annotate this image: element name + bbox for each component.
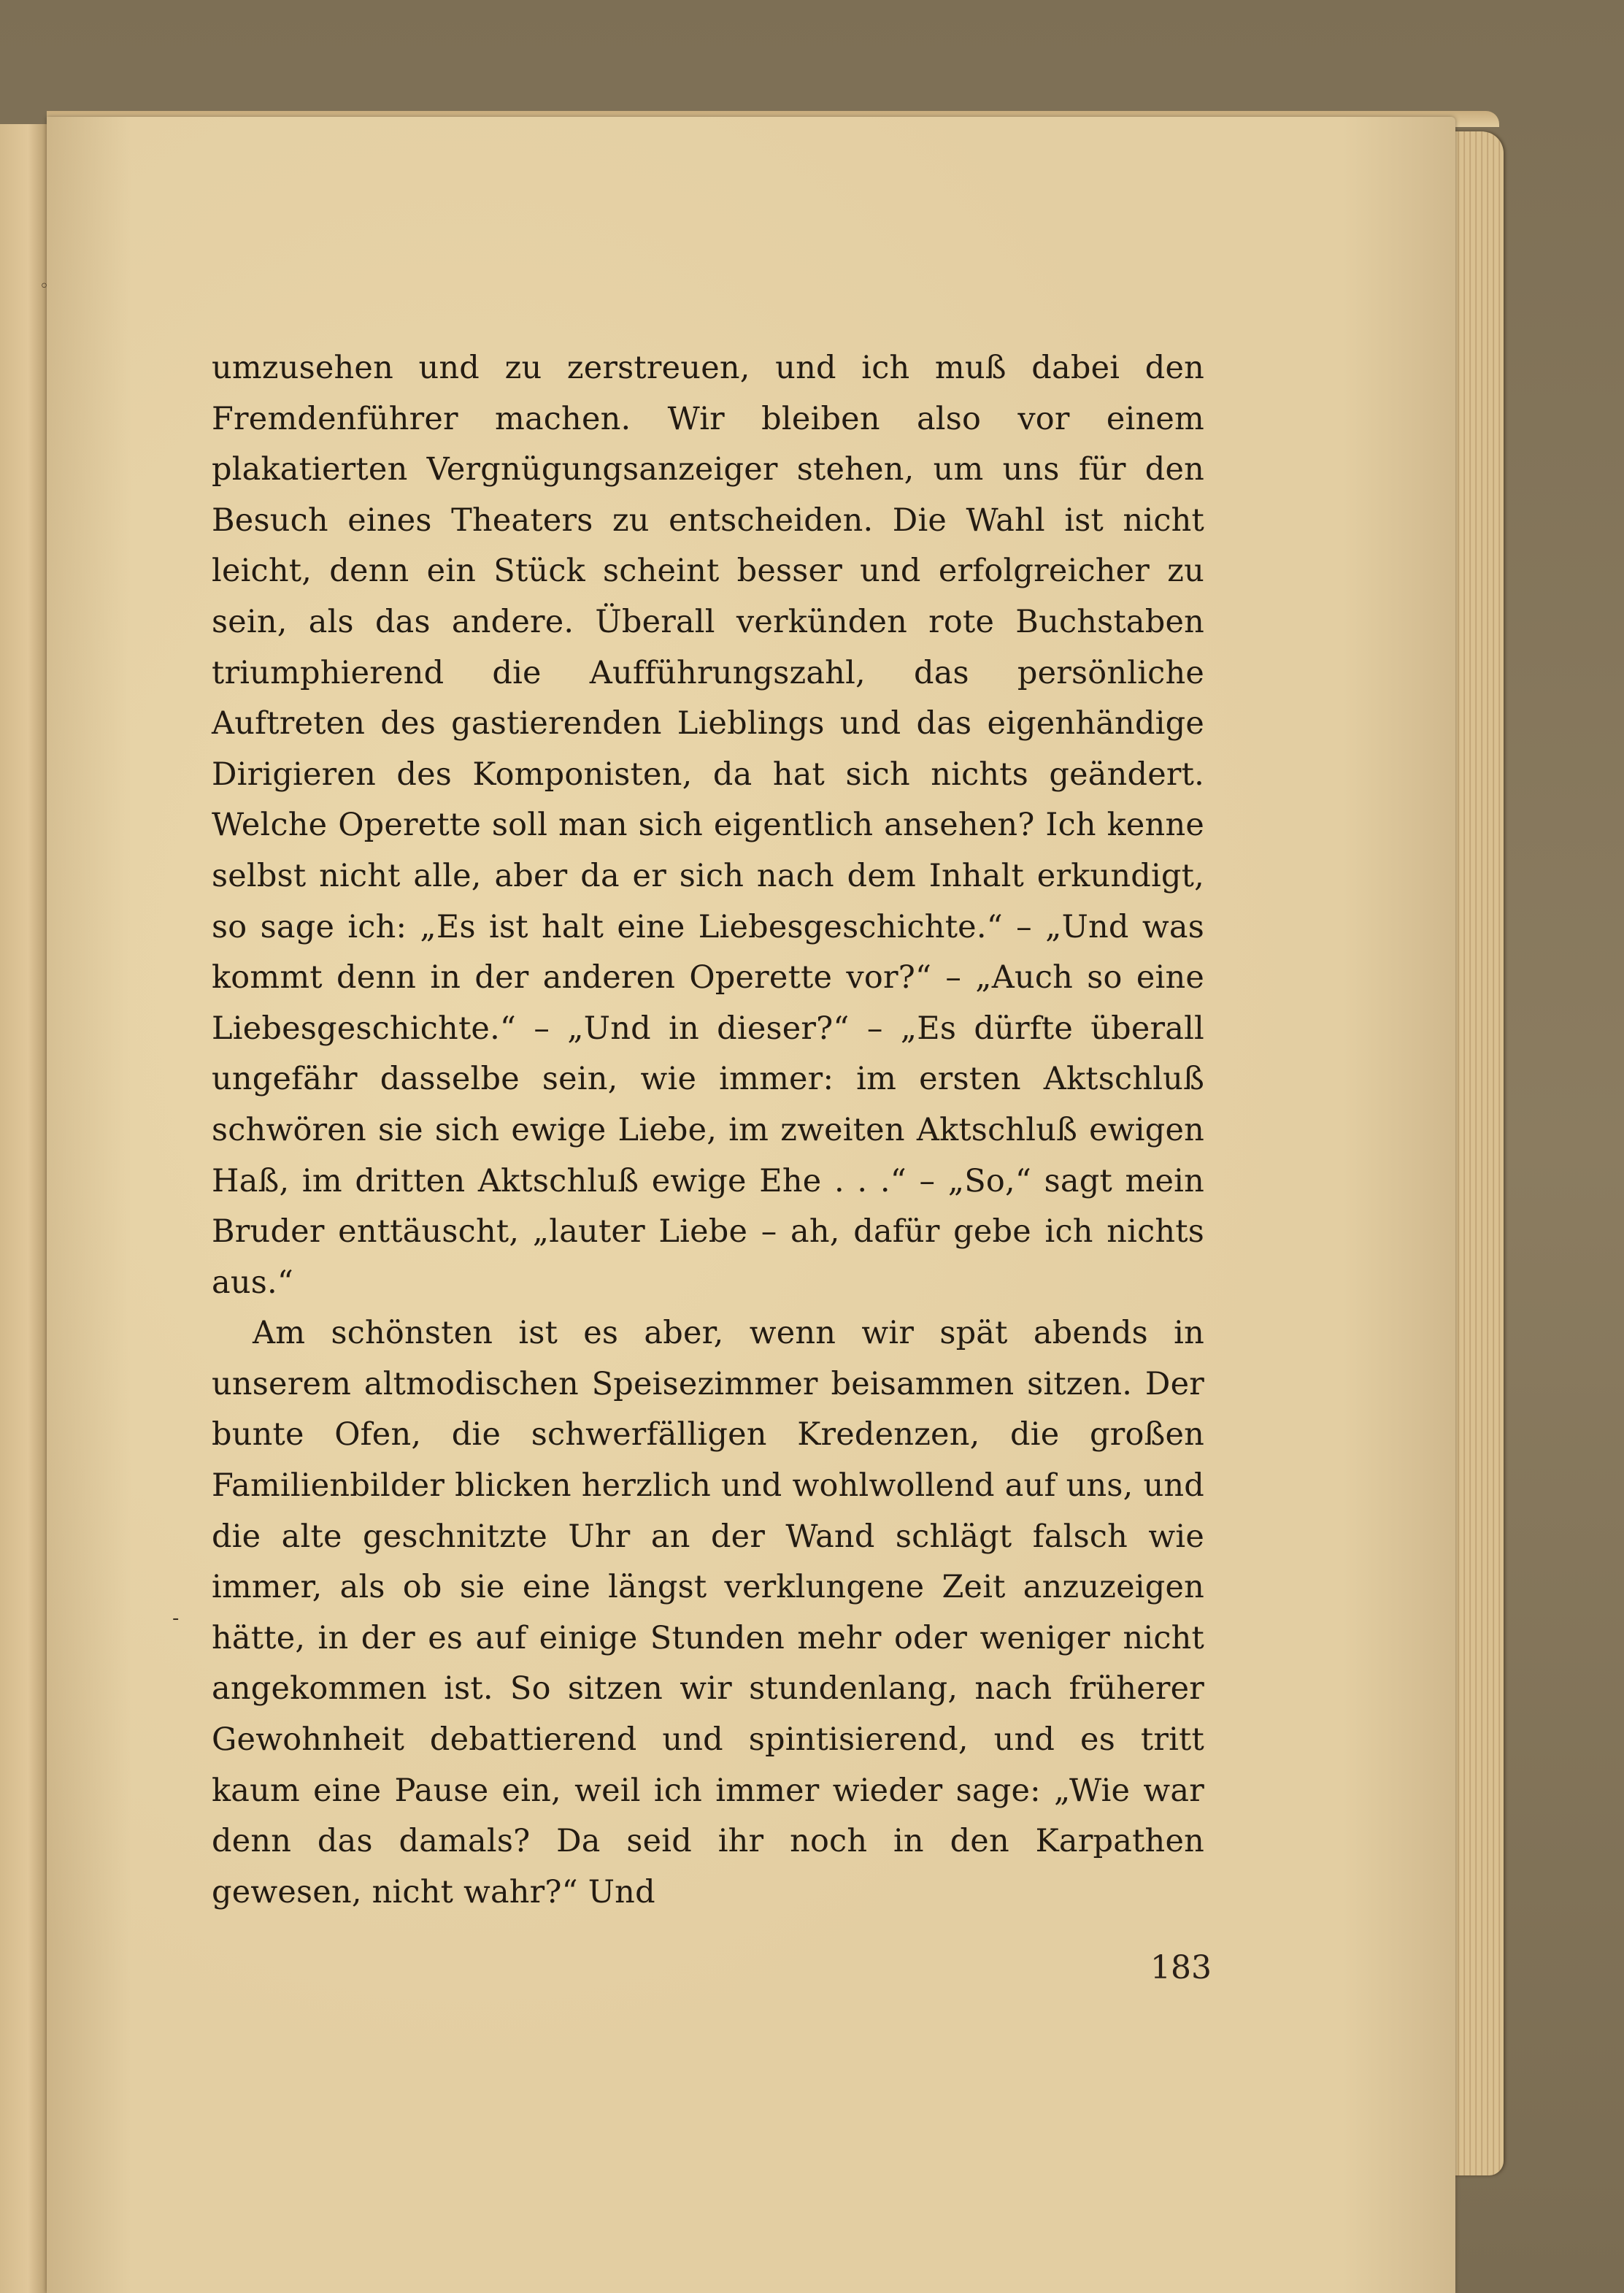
margin-mark: ◦	[39, 277, 49, 296]
paragraph: Am schönsten ist es aber, wenn wir spät abends in unserem altmodischen Speisezimmer beisammen sitzen. Der bunte Ofen, die schwerfälligen Kredenzen, die großen Familienbilder blicken herzlich und wohlwollend auf uns, und die alte geschnitzte Uhr an der Wand schlägt falsch wie immer, als ob sie eine längst verklungene Zeit anzuzeigen hätte, in der es auf einige Stunden mehr oder weniger nicht angekommen ist. So sitzen wir stundenlang, nach früherer Gewohnheit debattierend und spintisierend, und es tritt kaum eine Pause ein, weil ich immer wieder sage: „Wie war denn das damals? Da seid ihr noch in den Karpathen gewesen, nicht wahr?“ Und	[212, 1315, 1204, 1910]
previous-page-edge	[0, 124, 49, 2293]
body-text	[212, 343, 1204, 1918]
paragraph: umzusehen und zu zerstreuen, und ich muß dabei den Fremdenführer machen. Wir bleiben also vor einem plakatierten Vergnügungsanzeiger stehen, um uns für den Besuch eines Theaters zu entscheiden. Die Wahl ist nicht leicht, denn ein Stück scheint besser und erfolgreicher zu sein, als das andere. Überall verkünden rote Buchstaben triumphierend die Aufführungszahl, das persönliche Auftreten des gastierenden Lieblings und das eigenhändige Dirigieren des Komponisten, da hat sich nichts geändert. Welche Operette soll man sich eigentlich ansehen? Ich kenne selbst nicht alle, aber da er sich nach dem Inhalt erkundigt, so sage ich: „Es ist halt eine Liebesgeschichte.“ – „Und was kommt denn in der anderen Operette vor?“ – „Auch so eine Liebesgeschichte.“ – „Und in dieser?“ – „Es dürfte überall ungefähr dasselbe sein, wie immer: im ersten Aktschluß schwören sie sich ewige Liebe, im zweiten Aktschluß ewigen Haß, im dritten Aktschluß ewige Ehe . . .“ – „So,“ sagt mein Bruder enttäuscht, „lauter Liebe – ah, dafür gebe ich nichts aus.“	[212, 350, 1204, 1301]
page-number: 183	[1150, 1949, 1212, 1986]
margin-dash: -	[172, 1608, 180, 1629]
